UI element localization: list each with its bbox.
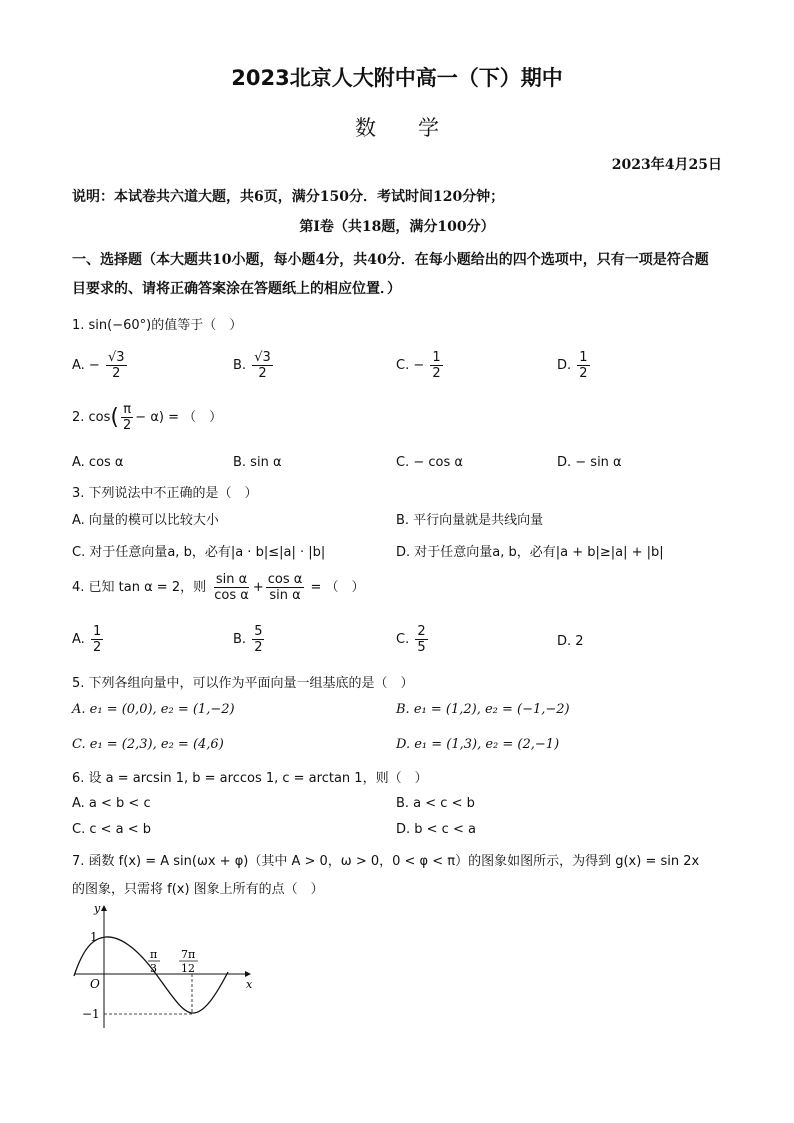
exam-date: 2023年4月25日 xyxy=(611,157,722,173)
q5-option-a: A. e₁ = (0,0), e₂ = (1,−2) xyxy=(72,702,235,717)
q1-d-label: D. xyxy=(557,358,572,373)
y-max-label: 1 xyxy=(90,930,98,944)
question-3-stem: 3. 下列说法中不正确的是（ ） xyxy=(72,486,258,501)
q4-stem-pre: 4. 已知 tan α = 2，则 xyxy=(72,580,207,595)
q5-option-d: D. e₁ = (1,3), e₂ = (2,−1) xyxy=(396,737,560,752)
q4-f2-num: cos α xyxy=(267,572,303,587)
q4-b-den: 2 xyxy=(254,640,263,655)
q4-c-fraction xyxy=(415,624,427,655)
origin-label: O xyxy=(90,977,100,991)
q1-a-label: A. − xyxy=(72,358,100,373)
q4-b-label: B. xyxy=(233,632,247,647)
q4-option-d: D. 2 xyxy=(557,634,584,649)
q1-c-num: 1 xyxy=(432,350,441,365)
exam-note: 说明：本试卷共六道大题，共6页，满分150分．考试时间120分钟； xyxy=(72,189,505,205)
volume-heading: 第Ⅰ卷（共18题，满分100分） xyxy=(299,219,495,235)
q1-a-num: √3 xyxy=(107,350,125,365)
q2-option-b: B. sin α xyxy=(233,455,282,470)
q4-a-fraction xyxy=(91,624,103,655)
q2-option-a: A. cos α xyxy=(72,455,124,470)
q6-option-d: D. b < c < a xyxy=(396,822,476,837)
q4-b-num: 5 xyxy=(254,624,263,639)
q4-a-num: 1 xyxy=(92,624,102,639)
question-7-line-2: 的图象，只需将 f(x) 图象上所有的点（ ） xyxy=(72,882,324,897)
q3-option-d: D. 对于任意向量a, b，必有|a + b|≥|a| + |b| xyxy=(396,545,664,560)
q2-stem-pre: 2. cos xyxy=(72,410,111,425)
q1-a-fraction xyxy=(106,350,127,381)
q4-f1-num: sin α xyxy=(215,572,248,587)
q2-frac-den: 2 xyxy=(123,418,132,433)
q6-option-b: B. a < c < b xyxy=(396,796,475,811)
q1-a-den: 2 xyxy=(112,366,121,381)
q4-stem-post: = （ ） xyxy=(310,580,365,595)
q3-option-b: B. 平行向量就是共线向量 xyxy=(396,513,544,528)
q4-c-num: 2 xyxy=(417,624,426,639)
q2-option-c: C. − cos α xyxy=(396,455,463,470)
q4-c-den: 5 xyxy=(417,640,426,655)
tick-2-num: 7π xyxy=(181,948,196,961)
q4-f2-den: sin α xyxy=(269,588,301,603)
q6-option-a: A. a < b < c xyxy=(72,796,151,811)
q1-option-a xyxy=(72,350,129,381)
tick-1-num: π xyxy=(150,948,158,961)
q3-option-a: A. 向量的模可以比较大小 xyxy=(72,513,219,528)
q2-stem-post: − α) = （ ） xyxy=(135,410,223,425)
q4-f1-den: cos α xyxy=(214,588,249,603)
q6-option-c: C. c < a < b xyxy=(72,822,152,837)
q4-c-label: C. xyxy=(396,632,410,647)
q4-option-a xyxy=(72,624,105,655)
q1-b-label: B. xyxy=(233,358,247,373)
y-min-label: −1 xyxy=(82,1007,100,1021)
section-heading: 一、选择题（本大题共10小题，每小题4分，共40分．在每小题给出的四个选项中，只有一项是符合题目要求的、请将正确答案涂在答题纸上的相应位置．） xyxy=(72,252,709,297)
q4-fraction-1 xyxy=(212,572,251,603)
x-axis-label: x xyxy=(246,978,253,991)
sine-graph xyxy=(70,900,260,1030)
q2-option-d: D. − sin α xyxy=(557,455,622,470)
tick-2-den: 12 xyxy=(181,962,195,975)
y-axis-label: y xyxy=(94,902,101,915)
q1-c-label: C. − xyxy=(396,358,425,373)
q5-option-b: B. e₁ = (1,2), e₂ = (−1,−2) xyxy=(396,702,570,717)
q3-option-c: C. 对于任意向量a, b，必有|a · b|≤|a| · |b| xyxy=(72,545,326,560)
q1-b-den: 2 xyxy=(258,366,267,381)
q1-option-c xyxy=(396,350,445,381)
question-2-stem xyxy=(72,402,222,433)
q4-option-b xyxy=(233,624,266,655)
q2-open-paren: ( xyxy=(110,405,120,430)
question-4-stem xyxy=(72,572,364,603)
q1-d-fraction xyxy=(577,350,589,381)
q2-fraction xyxy=(121,402,133,433)
exam-title: 2023北京人大附中高一（下）期中 xyxy=(231,66,563,90)
question-6-stem: 6. 设 a = arcsin 1, b = arccos 1, c = arctan 1，则（ ） xyxy=(72,771,428,786)
q4-b-fraction xyxy=(252,624,264,655)
q5-option-c: C. e₁ = (2,3), e₂ = (4,6) xyxy=(72,737,224,752)
q1-d-den: 2 xyxy=(579,366,588,381)
q1-d-num: 1 xyxy=(579,350,588,365)
q1-c-fraction xyxy=(430,350,442,381)
q1-c-den: 2 xyxy=(432,366,441,381)
q4-a-den: 2 xyxy=(92,640,102,655)
q4-fraction-2 xyxy=(266,572,305,603)
question-5-stem: 5. 下列各组向量中，可以作为平面向量一组基底的是（ ） xyxy=(72,676,414,691)
q4-a-label: A. xyxy=(72,632,85,647)
q1-b-num: √3 xyxy=(254,350,271,365)
question-7-line-1: 7. 函数 f(x) = A sin(ωx + φ)（其中 A > 0，ω > 0，0 < φ < π）的图象如图所示，为得到 g(x) = sin 2x xyxy=(72,854,700,869)
tick-1-den: 3 xyxy=(150,962,157,975)
exam-subject: 数学 xyxy=(355,116,481,140)
q1-option-d xyxy=(557,350,592,381)
question-1-stem: 1. sin(−60°)的值等于（ ） xyxy=(72,318,243,333)
q2-frac-num: π xyxy=(123,402,132,417)
q4-option-c xyxy=(396,624,430,655)
q1-b-fraction xyxy=(252,350,273,381)
q4-plus: + xyxy=(252,580,264,595)
q1-option-b xyxy=(233,350,275,381)
